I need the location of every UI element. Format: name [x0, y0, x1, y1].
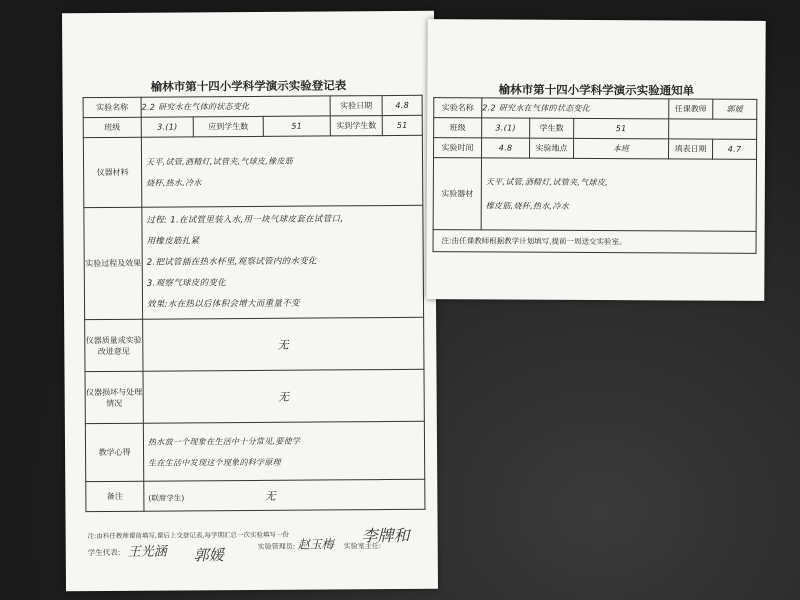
teaching-reflection-value [143, 421, 424, 481]
registration-footer-note: 注:由科任教师课前填写,课后上交登记表,每学期汇总一次实验填写一份 [87, 530, 289, 541]
remarks-prefix: (联席学生) [148, 492, 185, 503]
lab-manager-label: 实验管理员: [257, 542, 296, 551]
notice-equipment-line: 天平,试管,酒精灯,试管夹,气球皮, [485, 176, 609, 187]
equipment-damage-label: 仪器损坏与处理情况 [85, 371, 143, 423]
student-rep-signature: 王光涵 [127, 544, 167, 560]
notice-fill-date-value: 4.7 [713, 139, 757, 159]
materials-line: 天平,试管,酒精灯,试管夹,气球皮,橡皮筋 [145, 156, 294, 167]
experiment-name-label: 实验名称 [83, 97, 141, 117]
notice-experiment-name-label: 实验名称 [434, 98, 482, 118]
director-label: 实验室主任: [343, 542, 382, 551]
notice-time-value: 4.8 [482, 138, 530, 158]
notice-equipment-line: 橡皮筋,烧杯,热水,冷水 [485, 200, 570, 211]
process-line: 效果:水在热以后体积会增大而重量不变 [146, 298, 300, 310]
notice-class-label: 班级 [434, 118, 482, 138]
materials-value [141, 135, 422, 207]
process-line: 3.观察气球皮的变化 [146, 278, 227, 289]
notification-form-title: 榆林市第十四小学科学演示实验通知单 [498, 82, 695, 98]
students-present-label: 实到学生数 [330, 116, 382, 136]
teacher-signature: 郭媛 [193, 546, 224, 565]
students-present-value: 51 [382, 115, 422, 135]
registration-form-title: 榆林市第十四小学科学演示实验登记表 [150, 78, 347, 94]
equipment-damage-value: 无 [143, 369, 424, 423]
notice-location-value: 本班 [574, 138, 669, 158]
director-signature: 李牌和 [361, 525, 410, 546]
notification-form-sheet [426, 19, 765, 301]
notice-time-label: 实验时间 [434, 138, 482, 158]
process-line: 用橡皮筋扎紧 [146, 236, 200, 247]
remarks-value [144, 479, 425, 511]
remarks-label: 备注 [86, 481, 144, 511]
notice-empty-cell [669, 119, 757, 139]
lab-manager-signature: 赵玉梅 [297, 537, 334, 552]
registration-table [83, 95, 426, 512]
materials-label: 仪器材料 [83, 137, 141, 207]
experiment-date-value: 4.8 [382, 95, 422, 115]
process-line: 2.把试管插在热水杯里,观察试管内的水变化 [146, 256, 317, 268]
notification-table [433, 97, 758, 254]
notice-teacher-value: 郭媛 [713, 99, 757, 119]
remarks-text: 无 [264, 489, 277, 503]
notice-footer-note: 注:由任课教师根据教学计划填写,提前一周送交实验室。 [433, 230, 756, 254]
equipment-quality-label: 仪器质量或实验改进意见 [85, 319, 143, 371]
students-expected-label: 应到学生数 [193, 116, 263, 136]
notice-location-label: 实验地点 [530, 138, 574, 158]
class-value: 3.(1) [141, 117, 193, 137]
class-label: 班级 [83, 117, 141, 137]
notice-equipment-label: 实验器材 [433, 158, 481, 230]
equipment-quality-value: 无 [143, 317, 424, 371]
notice-class-value: 3.(1) [482, 118, 530, 138]
materials-line: 烧杯,热水,冷水 [146, 177, 202, 188]
registration-form-sheet [62, 11, 438, 592]
notice-students-value: 51 [574, 118, 669, 138]
experiment-name-value: 2.2 研究水在气体的状态变化 [141, 96, 330, 117]
teaching-reflection-label: 教学心得 [85, 423, 143, 481]
experiment-date-label: 实验日期 [330, 96, 382, 116]
student-rep-label: 学生代表: [87, 547, 121, 558]
process-line: 过程: 1.在试管里装入水,用一块气球皮套在试管口, [146, 214, 344, 226]
process-label: 实验过程及效果 [84, 207, 143, 319]
students-expected-value: 51 [263, 116, 330, 136]
notice-students-label: 学生数 [530, 118, 574, 138]
reflection-line: 热水放一个现象在生活中十分常见,要使学 [147, 436, 301, 447]
notice-teacher-label: 任课教师 [669, 99, 713, 119]
notice-fill-date-label: 填表日期 [669, 139, 713, 159]
reflection-line: 生在生活中发现这个现象的科学原理 [148, 457, 281, 468]
notice-experiment-name-value: 2.2 研究水在气体的状态变化 [482, 98, 669, 119]
process-value [142, 205, 424, 319]
notice-equipment-value [481, 158, 756, 231]
